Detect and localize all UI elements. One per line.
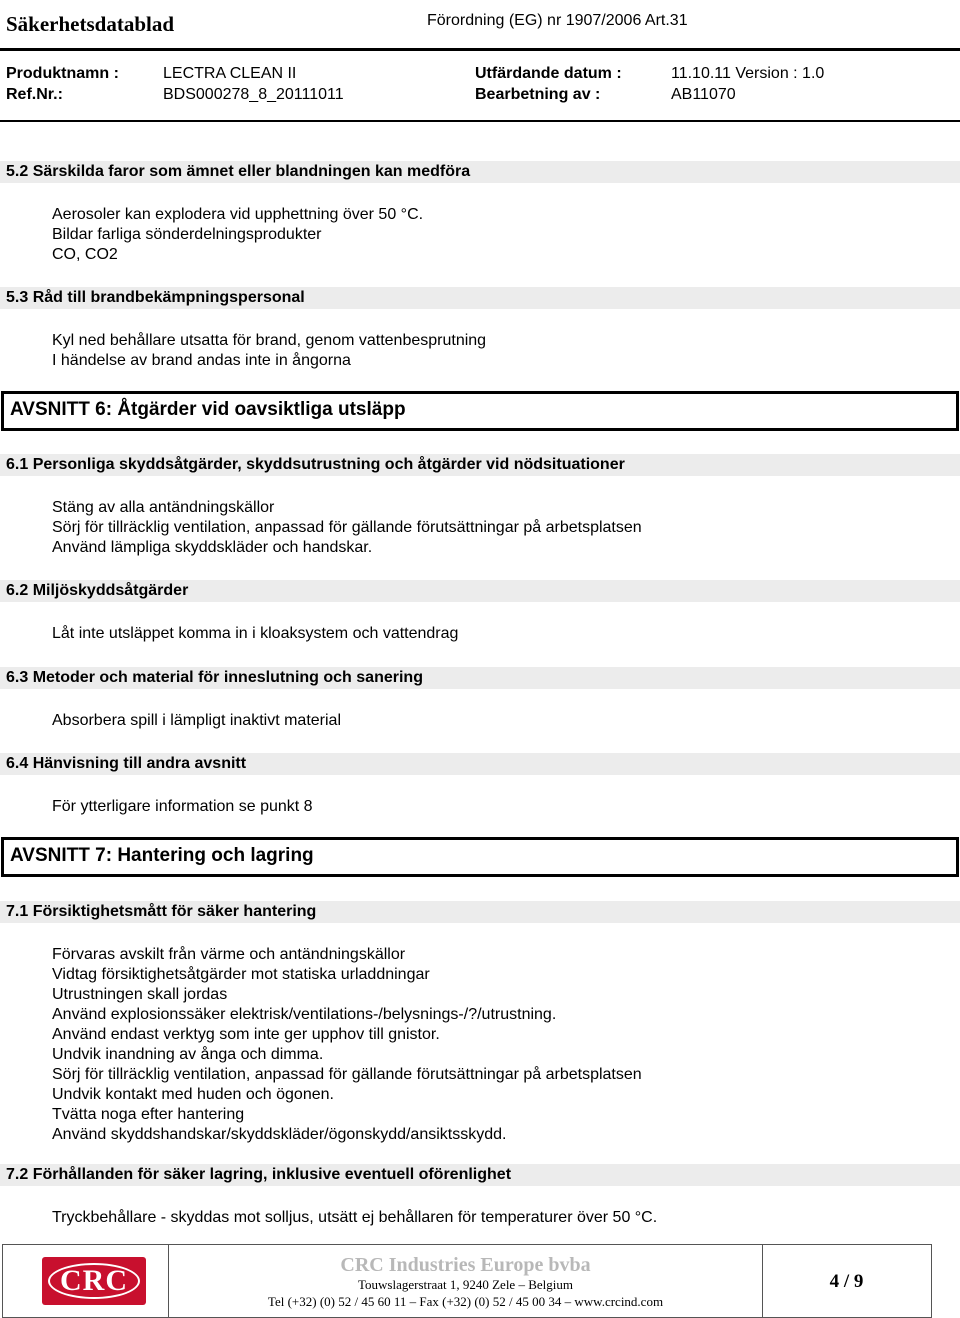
text-line: Undvik kontakt med huden och ögonen.: [52, 1086, 334, 1103]
text-line: Låt inte utsläppet komma in i kloaksystem och vattendrag: [52, 625, 459, 642]
issue-date-label: Utfärdande datum :: [475, 65, 622, 82]
section-6-heading: AVSNITT 6: Åtgärder vid oavsiktliga utsläpp: [1, 391, 959, 431]
document-title: Säkerhetsdatablad: [6, 12, 175, 36]
subsection-5-2-body: [52, 205, 423, 265]
ref-number-label: Ref.Nr.:: [6, 86, 63, 103]
processed-by-label: Bearbetning av :: [475, 86, 601, 103]
text-line: Vidtag försiktighetsåtgärder mot statiska urladdningar: [52, 966, 430, 983]
product-name-label: Produktnamn :: [6, 65, 119, 82]
subsection-7-1-heading: 7.1 Försiktighetsmått för säker hantering: [0, 901, 960, 923]
ref-number-value: BDS000278_8_20111011: [163, 86, 344, 103]
subsection-5-3-body: [52, 331, 486, 371]
text-line: Stäng av alla antändningskällor: [52, 499, 275, 516]
issue-date-value: 11.10.11 Version : 1.0: [671, 65, 825, 82]
product-name-value: LECTRA CLEAN II: [163, 65, 297, 82]
logo-text: CRC: [60, 1264, 128, 1297]
subsection-6-3-heading: 6.3 Metoder och material för inneslutning och sanering: [0, 667, 960, 689]
text-line: För ytterligare information se punkt 8: [52, 798, 313, 815]
meta-divider: [0, 120, 960, 122]
text-line: Använd skyddshandskar/skyddskläder/ögonskydd/ansiktsskydd.: [52, 1126, 507, 1143]
company-address: Touwslagerstraat 1, 9240 Zele – Belgium: [358, 1277, 573, 1292]
subsection-5-2-heading: 5.2 Särskilda faror som ämnet eller blandningen kan medföra: [0, 161, 960, 183]
text-line: Förvaras avskilt från värme och antändningskällor: [52, 946, 406, 963]
text-line: Sörj för tillräcklig ventilation, anpassad för gällande förutsättningar på arbetsplatsen: [52, 519, 642, 536]
subsection-6-2-heading: 6.2 Miljöskyddsåtgärder: [0, 580, 960, 602]
crc-logo: [42, 1257, 146, 1305]
text-line: Utrustningen skall jordas: [52, 986, 228, 1003]
subsection-7-2-body: [52, 1208, 657, 1228]
text-line: Använd lämpliga skyddskläder och handskar.: [52, 539, 373, 556]
text-line: Tryckbehållare - skyddas mot solljus, utsätt ej behållaren för temperaturer över 50 °C.: [52, 1209, 658, 1226]
regulation-reference: Förordning (EG) nr 1907/2006 Art.31: [427, 12, 688, 29]
text-line: Använd endast verktyg som inte ger upphov till gnistor.: [52, 1026, 440, 1043]
page-number: 4 / 9: [829, 1271, 864, 1292]
company-name: CRC Industries Europe bvba: [340, 1254, 591, 1276]
text-line: Bildar farliga sönderdelningsprodukter: [52, 226, 322, 243]
text-line: CO, CO2: [52, 246, 118, 263]
section-7-heading: AVSNITT 7: Hantering och lagring: [1, 837, 959, 877]
text-line: Kyl ned behållare utsatta för brand, genom vattenbesprutning: [52, 332, 487, 349]
subsection-5-3-heading: 5.3 Råd till brandbekämpningspersonal: [0, 287, 960, 309]
processed-by-value: AB11070: [671, 86, 736, 103]
subsection-6-2-body: [52, 624, 458, 644]
text-line: Tvätta noga efter hantering: [52, 1106, 245, 1123]
subsection-6-4-heading: 6.4 Hänvisning till andra avsnitt: [0, 753, 960, 775]
text-line: I händelse av brand andas inte in ångorna: [52, 352, 351, 369]
text-line: Absorbera spill i lämpligt inaktivt material: [52, 712, 341, 729]
text-line: Aerosoler kan explodera vid upphettning över 50 °C.: [52, 206, 424, 223]
text-line: Undvik inandning av ånga och dimma.: [52, 1046, 324, 1063]
subsection-6-1-body: [52, 498, 642, 558]
subsection-6-3-body: [52, 711, 341, 731]
header-divider: [0, 48, 960, 51]
subsection-6-1-heading: 6.1 Personliga skyddsåtgärder, skyddsutrustning och åtgärder vid nödsituationer: [0, 454, 960, 476]
company-contact: Tel (+32) (0) 52 / 45 60 11 – Fax (+32) (0) 52 / 45 00 34 – www.crcind.com: [267, 1294, 664, 1309]
text-line: Sörj för tillräcklig ventilation, anpassad för gällande förutsättningar på arbetsplatsen: [52, 1066, 642, 1083]
subsection-6-4-body: [52, 797, 313, 817]
subsection-7-1-body: [52, 945, 642, 1145]
text-line: Använd explosionssäker elektrisk/ventilations-/belysnings-/?/utrustning.: [52, 1006, 557, 1023]
subsection-7-2-heading: 7.2 Förhållanden för säker lagring, inklusive eventuell oförenlighet: [0, 1164, 960, 1186]
